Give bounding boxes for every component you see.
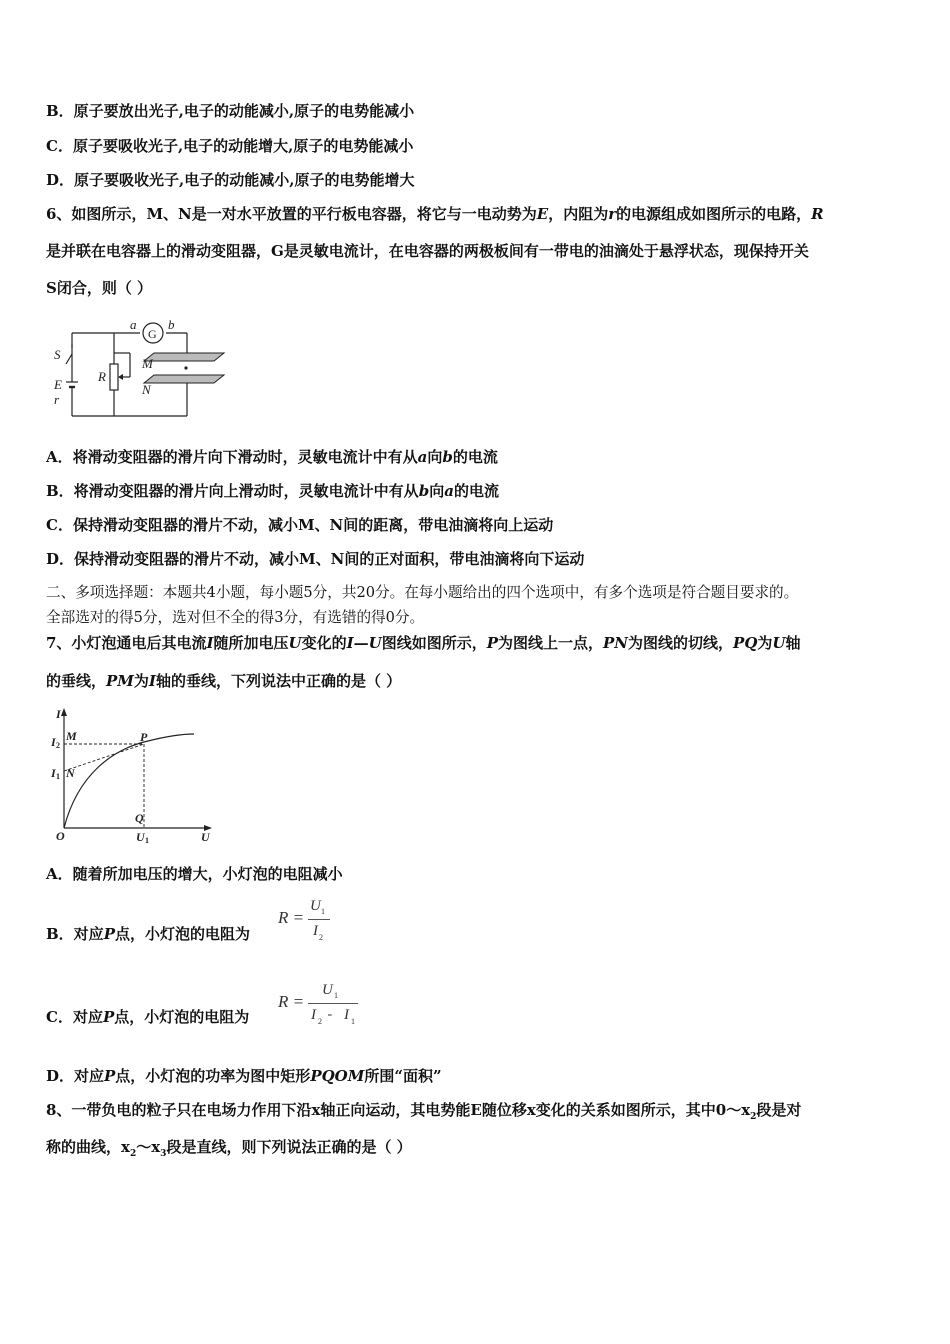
graph-label-N: N: [66, 766, 75, 780]
graph-label-O: O: [56, 829, 65, 843]
graph-label-P: P: [140, 730, 148, 744]
fig-label-R: R: [98, 369, 106, 384]
graph-label-I: I: [56, 707, 61, 721]
graph-label-M: M: [66, 729, 77, 743]
q7-option-a: A．随着所加电压的增大，小灯泡的电阻减小: [46, 865, 343, 883]
fig-label-b: b: [168, 317, 175, 332]
q6-option-a: A．将滑动变阻器的滑片向下滑动时，灵敏电流计中有从a向b的电流: [46, 448, 498, 466]
section-2-heading-line-2: 全部选对的得5分，选对但不全的得3分，有选错的得0分。: [46, 609, 425, 626]
q5-option-b: B．原子要放出光子,电子的动能减小,原子的电势能减小: [46, 102, 415, 120]
fig-label-M: M: [142, 356, 153, 371]
q7-formula-b: R = U 1 I 2: [278, 896, 348, 948]
q7-option-d: D．对应P点，小灯泡的功率为图中矩形PQOM所围“面积”: [46, 1067, 442, 1085]
q7-stem-line-2: 的垂线，PM为I轴的垂线，下列说法中正确的是（ ）: [46, 672, 402, 690]
q7-iu-graph: [48, 704, 218, 848]
q6-option-c: C．保持滑动变阻器的滑片不动，减小M、N间的距离，带电油滴将向上运动: [46, 516, 554, 534]
q6-option-b: B．将滑动变阻器的滑片向上滑动时，灵敏电流计中有从b向a的电流: [46, 482, 499, 500]
fig-label-a: a: [130, 317, 137, 332]
fig-label-E: E: [54, 377, 62, 392]
fig-label-G: G: [148, 327, 157, 341]
graph-label-I1-sub: 1: [56, 772, 60, 781]
fig-label-r: r: [54, 392, 60, 407]
graph-label-U1-sub: 1: [145, 836, 149, 845]
q7-option-b: B．对应P点，小灯泡的电阻为: [46, 925, 250, 943]
graph-label-I1: I: [51, 766, 56, 780]
fig-label-N: N: [142, 382, 151, 397]
q5-option-c: C．原子要吸收光子,电子的动能增大,原子的电势能减小: [46, 137, 414, 155]
q7-formula-c: R = U 1 I 2 - I 1: [278, 980, 368, 1034]
graph-label-Q: Q: [135, 811, 144, 825]
q6-option-d: D．保持滑动变阻器的滑片不动，减小M、N间的正对面积，带电油滴将向下运动: [46, 550, 585, 568]
fig-label-S: S: [54, 347, 61, 362]
q6-stem-line-1: 6、如图所示，M、N是一对水平放置的平行板电容器，将它与一电动势为E，内阻为r的电源组成如图所示的电路，R: [46, 205, 824, 223]
q7-stem-line-1: 7、小灯泡通电后其电流I随所加电压U变化的I—U图线如图所示，P为图线上一点，PN为图线的切线，PQ为U轴: [46, 634, 801, 652]
q5-option-d: D．原子要吸收光子,电子的动能减小,原子的电势能增大: [46, 171, 415, 189]
graph-label-I2: I: [51, 735, 56, 749]
q8-stem-line-1: 8、一带负电的粒子只在电场力作用下沿x轴正向运动，其电势能E随位移x变化的关系如图所示，其中$0\sim x_2$段是对: [46, 1101, 802, 1122]
graph-label-U1: U: [136, 830, 145, 844]
q7-option-c: C．对应P点，小灯泡的电阻为: [46, 1008, 250, 1026]
q8-stem-line-2: 称的曲线，$x_2\sim x_3$段是直线，则下列说法正确的是（ ）: [46, 1138, 412, 1159]
section-2-heading-line-1: 二、多项选择题：本题共4小题，每小题5分，共20分。在每小题给出的四个选项中，有多个选项是符合题目要求的。: [46, 584, 799, 601]
graph-label-U: U: [201, 830, 210, 844]
q6-circuit-diagram: [46, 312, 236, 420]
graph-label-I2-sub: 2: [56, 741, 60, 750]
q6-stem-line-3: S闭合，则（ ）: [46, 279, 153, 297]
q6-stem-line-2: 是并联在电容器上的滑动变阻器，G是灵敏电流计，在电容器的两极板间有一带电的油滴处于悬浮状态，现保持开关: [46, 242, 809, 260]
